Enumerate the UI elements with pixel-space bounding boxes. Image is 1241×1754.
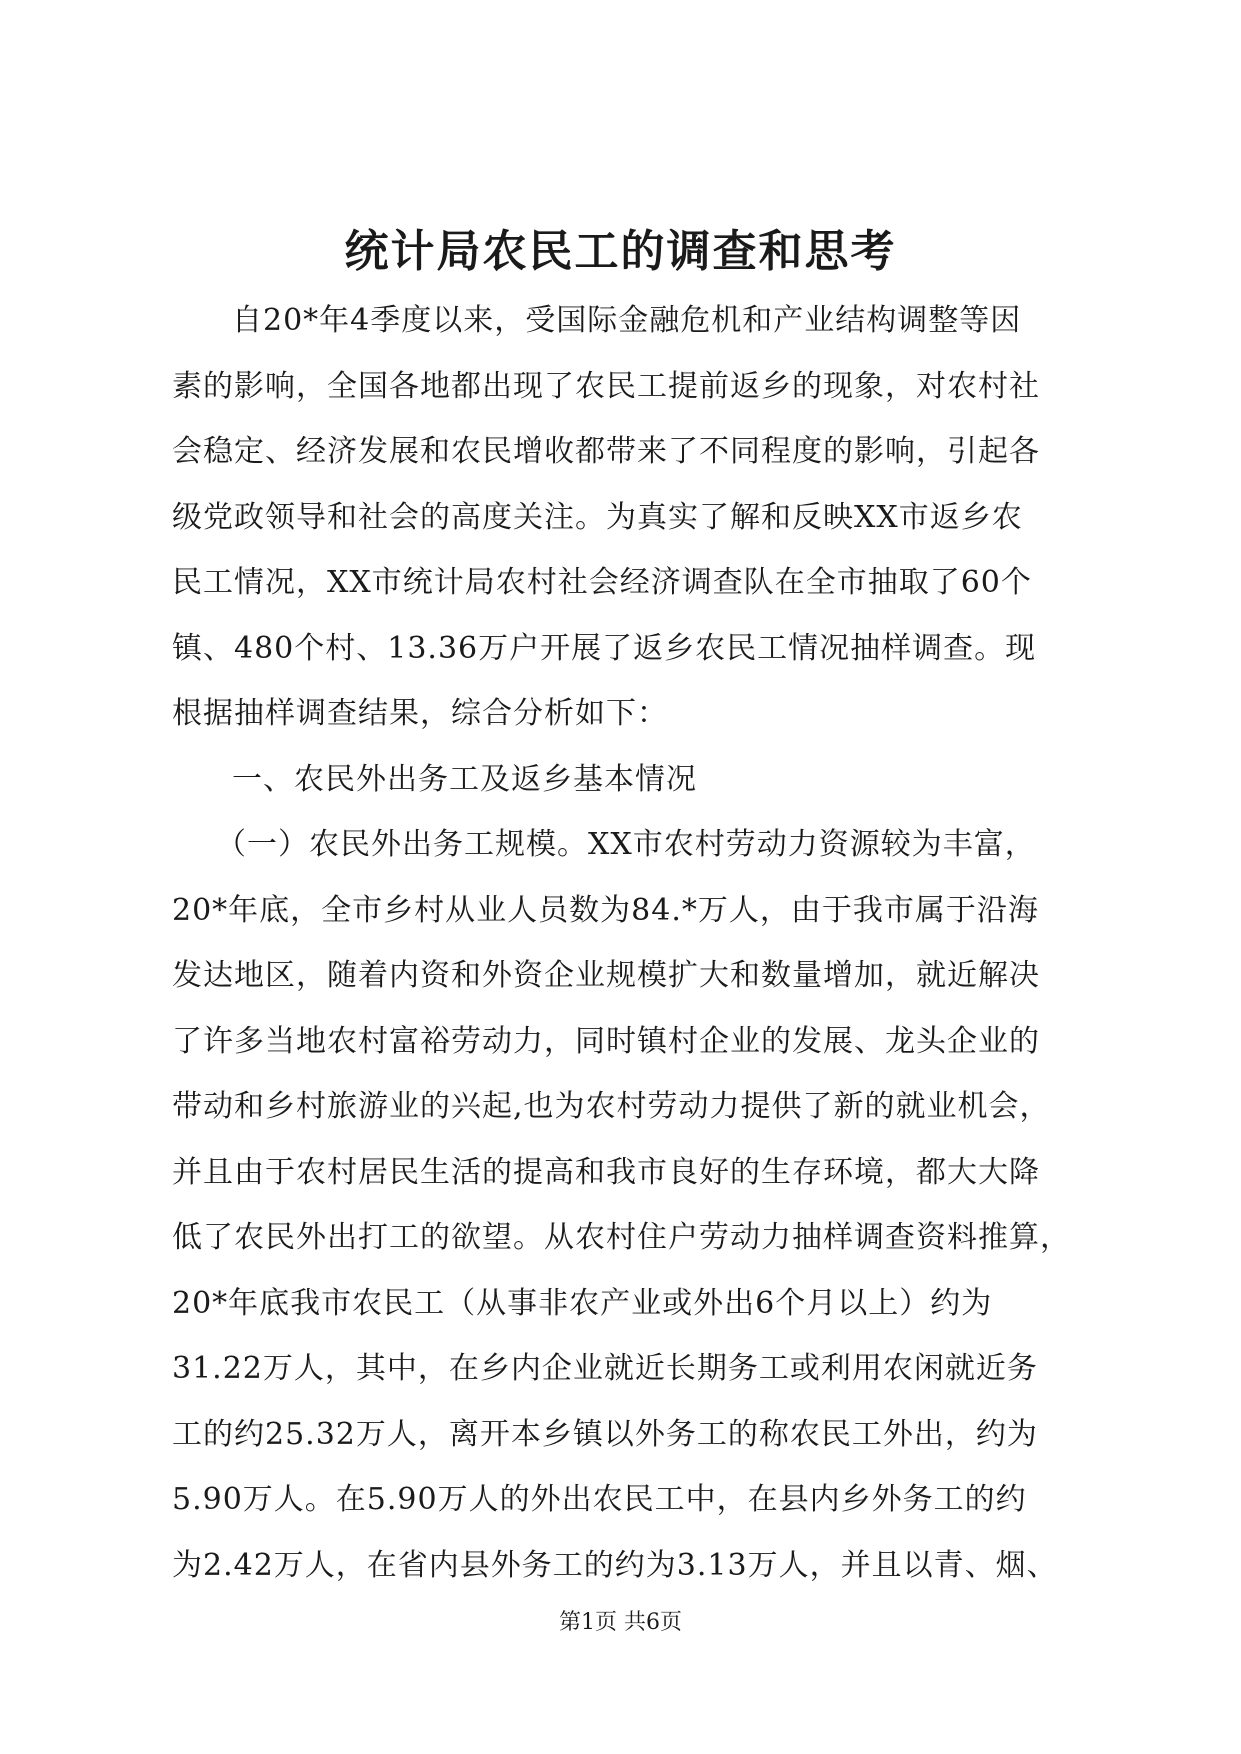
paragraph-line: 带动和乡村旅游业的兴起,也为农村劳动力提供了新的就业机会，	[172, 1089, 1051, 1124]
page-footer: 第1页 共6页	[559, 1610, 682, 1635]
paragraph-line: 级党政领导和社会的高度关注。为真实了解和反映XX市返乡农	[172, 499, 1023, 535]
paragraph-line: 会稳定、经济发展和农民增收都带来了不同程度的影响，引起各	[172, 434, 1040, 469]
paragraph-line: 自20*年4季度以来，受国际金融危机和产业结构调整等因	[232, 303, 1022, 338]
document-title: 统计局农民工的调查和思考	[344, 226, 897, 277]
paragraph-line: 镇、480个村、13.36万户开展了返乡农民工情况抽样调查。现	[172, 630, 1037, 666]
paragraph-line: 素的影响，全国各地都出现了农民工提前返乡的现象，对农村社	[172, 368, 1040, 404]
paragraph-line: 工的约25.32万人，离开本乡镇以外务工的称农民工外出，约为	[172, 1416, 1038, 1452]
paragraph-line: 发达地区，随着内资和外资企业规模扩大和数量增加，就近解决	[172, 958, 1040, 993]
paragraph-line: 31.22万人，其中，在乡内企业就近长期务工或利用农闲就近务	[172, 1351, 1038, 1386]
paragraph-line: 了许多当地农村富裕劳动力，同时镇村企业的发展、龙头企业的	[172, 1023, 1040, 1059]
section-heading: 一、农民外出务工及返乡基本情况	[232, 761, 697, 797]
paragraph-line: 20*年底，全市乡村从业人员数为84.*万人，由于我市属于沿海	[172, 892, 1039, 928]
paragraph-line: 民工情况，XX市统计局农村社会经济调查队在全市抽取了60个	[172, 565, 1032, 600]
paragraph-line: 为2.42万人，在省内县外务工的约为3.13万人，并且以青、烟、	[172, 1547, 1058, 1583]
document-body	[172, 288, 1084, 1598]
paragraph-line: 20*年底我市农民工（从事非农产业或外出6个月以上）约为	[172, 1285, 993, 1321]
paragraph-line: 5.90万人。在5.90万人的外出农民工中，在县内乡外务工的约	[172, 1482, 1027, 1517]
paragraph-line: 根据抽样调查结果，综合分析如下：	[172, 696, 668, 731]
paragraph-line: （一）农民外出务工规模。XX市农村劳动力资源较为丰富，	[216, 827, 1036, 862]
paragraph-line: 并且由于农村居民生活的提高和我市良好的生存环境，都大大降	[172, 1154, 1040, 1190]
paragraph-line: 低了农民外出打工的欲望。从农村住户劳动力抽样调查资料推算，	[172, 1220, 1071, 1255]
